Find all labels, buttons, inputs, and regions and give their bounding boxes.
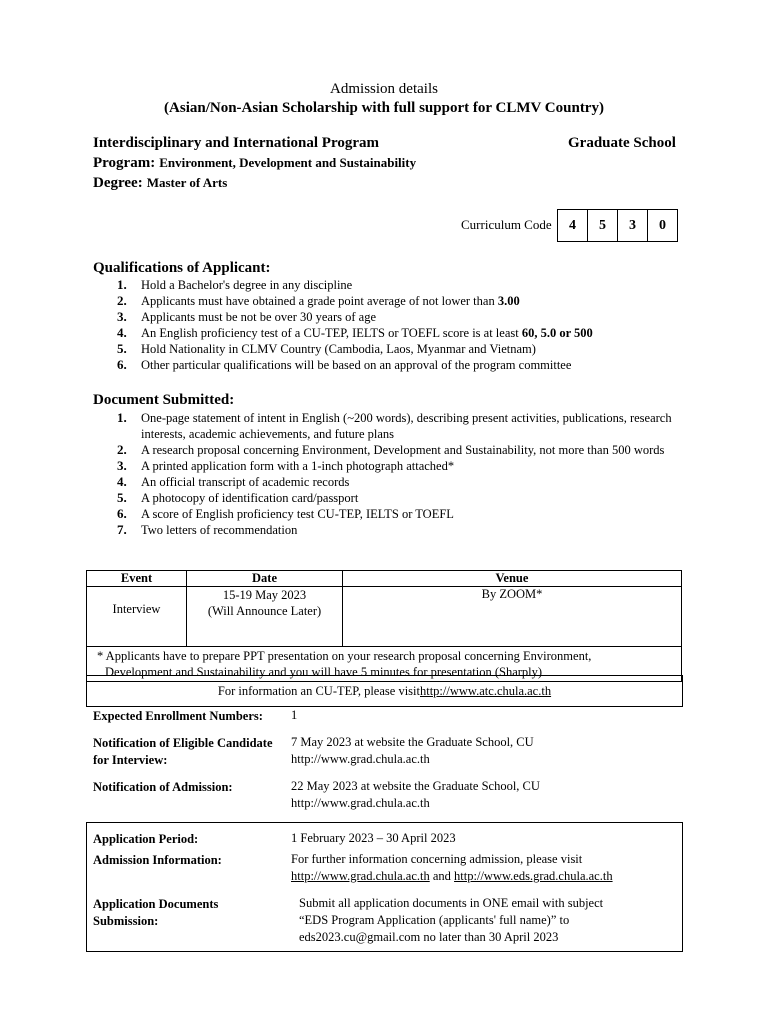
curriculum-digit: 4 xyxy=(558,210,588,241)
curriculum-code-label: Curriculum Code xyxy=(461,217,552,232)
page-title: Admission details xyxy=(330,81,438,97)
documents-heading: Document Submitted: xyxy=(93,392,235,408)
column-header-venue: Venue xyxy=(343,571,682,587)
curriculum-digit: 3 xyxy=(618,210,648,241)
list-item: 5. Hold Nationality in CLMV Country (Cambodia, Laos, Myanmar and Vietnam) xyxy=(117,341,536,356)
event-table xyxy=(86,570,682,682)
table-row xyxy=(87,587,682,647)
program-value: Environment, Development and Sustainability xyxy=(159,155,417,170)
list-item: 4. An English proficiency test of a CU-TEP, IELTS or TOEFL score is at least 60, 5.0 or 500 xyxy=(117,325,593,340)
degree-label: Degree: xyxy=(93,175,143,191)
event-cell: Interview xyxy=(87,587,187,647)
list-item: 3. Applicants must be not be over 30 years of age xyxy=(117,309,377,324)
curriculum-digit: 5 xyxy=(588,210,618,241)
notification-interview-label: Notification of Eligible Candidate for Interview: xyxy=(93,736,273,767)
application-period-label: Application Period: xyxy=(93,832,199,846)
eds-link[interactable]: http://www.eds.grad.chula.ac.th xyxy=(454,869,613,883)
enrollment-value: 1 xyxy=(291,708,298,722)
list-item: 1. Hold a Bachelor's degree in any discipline xyxy=(117,277,353,292)
list-item: 6. Other particular qualifications will be based on an approval of the program committee xyxy=(117,357,572,372)
grad-link[interactable]: http://www.grad.chula.ac.th xyxy=(291,869,430,883)
admission-info-value: For further information concerning admission, please visit http://www.grad.chula.ac.th and http://www.eds.grad.chula.ac.th xyxy=(291,852,613,883)
application-box xyxy=(86,822,683,952)
list-item: 3. A printed application form with a 1-inch photograph attached* xyxy=(117,458,455,473)
note-cell: * Applicants have to prepare PPT presentation on your research proposal concerning Environment, Development and Sustainability and you will have 5 minutes for presentation (Sharply) xyxy=(87,647,682,682)
documents-submission-label: Application Documents Submission: xyxy=(93,897,219,928)
qualifications-list xyxy=(117,277,677,373)
application-period-value: 1 February 2023 – 30 April 2023 xyxy=(291,831,456,845)
documents-list xyxy=(117,410,677,538)
date-cell: 15-19 May 2023 (Will Announce Later) xyxy=(187,587,343,647)
list-item: 5. A photocopy of identification card/passport xyxy=(117,490,359,505)
cutep-info-box: For information an CU-TEP, please visit http://www.atc.chula.ac.th xyxy=(86,675,683,707)
qualifications-heading: Qualifications of Applicant: xyxy=(93,260,271,276)
notification-admission-label: Notification of Admission: xyxy=(93,780,233,794)
documents-submission-value: Submit all application documents in ONE email with subject “EDS Program Application (applicants' full name)” to eds2023.cu@gmail.com no later than 30 April 2023 xyxy=(299,896,604,944)
notification-interview-value: 7 May 2023 at website the Graduate School, CU http://www.grad.chula.ac.th xyxy=(291,735,534,766)
degree-line xyxy=(93,174,227,192)
list-item: 2. A research proposal concerning Environment, Development and Sustainability, not more than 500 words xyxy=(117,442,665,457)
list-item: 1. One-page statement of intent in English (~200 words), describing present activities, publications, research interests, academic achievements, and future plans xyxy=(117,410,672,441)
admission-info-label: Admission Information: xyxy=(93,853,222,867)
school-name: Graduate School xyxy=(568,135,676,151)
degree-value: Master of Arts xyxy=(146,175,228,190)
program-label: Program: xyxy=(93,155,156,171)
curriculum-digit: 0 xyxy=(659,217,666,233)
list-item: 4. An official transcript of academic records xyxy=(117,474,350,489)
table-header-row xyxy=(87,571,682,587)
page-subtitle: (Asian/Non-Asian Scholarship with full support for CLMV Country) xyxy=(164,100,604,116)
enrollment-label: Expected Enrollment Numbers: xyxy=(93,709,263,723)
notification-admission-value: 22 May 2023 at website the Graduate School, CU http://www.grad.chula.ac.th xyxy=(291,779,540,810)
venue-cell: By ZOOM* xyxy=(343,587,682,647)
list-item: 2. Applicants must have obtained a grade point average of not lower than 3.00 xyxy=(117,293,520,308)
curriculum-code-box xyxy=(557,209,678,242)
program-line xyxy=(93,154,416,172)
column-header-event: Event xyxy=(87,571,187,587)
cutep-link[interactable]: http://www.atc.chula.ac.th xyxy=(419,683,552,698)
list-item: 6. A score of English proficiency test CU-TEP, IELTS or TOEFL xyxy=(117,506,454,521)
program-type: Interdisciplinary and International Program xyxy=(93,135,379,151)
list-item: 7. Two letters of recommendation xyxy=(117,522,298,537)
column-header-date: Date xyxy=(187,571,343,587)
